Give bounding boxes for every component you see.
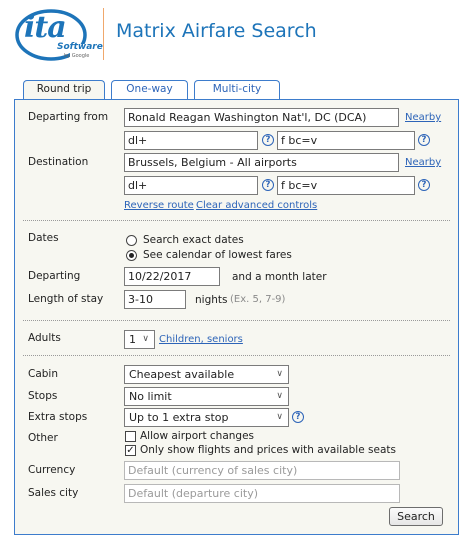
tab-one-way[interactable]: One-way [111, 80, 188, 99]
help-icon[interactable]: ? [418, 134, 430, 146]
chevron-down-icon: ∨ [276, 369, 283, 379]
radio-calendar-lowest-fares[interactable] [126, 250, 137, 261]
currency-label: Currency [28, 464, 76, 476]
section-divider [23, 320, 450, 321]
tab-round-trip[interactable]: Round trip [23, 80, 105, 100]
cabin-select[interactable] [124, 365, 289, 384]
departing-routing-input[interactable]: dl+ [124, 131, 258, 150]
departing-label: Departing [28, 270, 81, 282]
departing-date-suffix: and a month later [232, 271, 327, 283]
destination-input[interactable]: Brussels, Belgium - All airports [124, 153, 399, 172]
currency-input[interactable]: Default (currency of sales city) [124, 461, 400, 480]
only-available-seats-label: Only show flights and prices with available seats [140, 444, 396, 456]
search-form-panel [14, 99, 459, 535]
children-seniors-link[interactable]: Children, seniors [159, 334, 243, 345]
logo-sub-text: Software [57, 42, 103, 52]
tab-multi-city[interactable]: Multi-city [194, 80, 280, 99]
destination-routing-input[interactable]: dl+ [124, 176, 258, 195]
logo-main-text: ita [24, 10, 66, 45]
length-of-stay-label: Length of stay [28, 293, 104, 305]
cabin-label: Cabin [28, 368, 59, 380]
extra-stops-select[interactable] [124, 408, 289, 427]
reverse-route-link[interactable]: Reverse route [124, 200, 194, 211]
cabin-select-value: Cheapest available [129, 368, 235, 381]
page-title: Matrix Airfare Search [116, 20, 317, 42]
extra-stops-select-value: Up to 1 extra stop [129, 411, 229, 424]
departing-from-input[interactable]: Ronald Reagan Washington Nat'l, DC (DCA) [124, 108, 399, 127]
sales-city-input[interactable]: Default (departure city) [124, 484, 400, 503]
logo-by-text: by Google [64, 53, 90, 59]
checkbox-only-available-seats[interactable] [125, 445, 136, 456]
check-icon: ✓ [126, 445, 135, 456]
search-button[interactable]: Search [389, 507, 443, 526]
search-exact-dates-label: Search exact dates [143, 234, 244, 246]
section-divider [23, 355, 450, 356]
help-icon[interactable]: ? [262, 134, 274, 146]
destination-extension-input[interactable]: f bc=v [277, 176, 415, 195]
nights-label: nights [195, 294, 228, 306]
calendar-lowest-fares-label: See calendar of lowest fares [143, 249, 292, 261]
adults-label: Adults [28, 332, 61, 344]
destination-nearby-link[interactable]: Nearby [405, 157, 442, 168]
sales-city-label: Sales city [28, 487, 79, 499]
adults-select[interactable] [124, 330, 155, 349]
chevron-down-icon: ∨ [142, 334, 149, 344]
section-divider [23, 220, 450, 221]
help-icon[interactable]: ? [292, 411, 304, 423]
length-of-stay-input[interactable]: 3-10 [124, 290, 186, 309]
departing-date-input[interactable]: 10/22/2017 [124, 267, 220, 286]
departing-from-label: Departing from [28, 111, 109, 123]
length-of-stay-hint: (Ex. 5, 7-9) [230, 294, 286, 305]
dates-label: Dates [28, 232, 59, 244]
stops-select[interactable] [124, 387, 289, 406]
radio-search-exact-dates[interactable] [126, 235, 137, 246]
chevron-down-icon: ∨ [276, 391, 283, 401]
checkbox-allow-airport-changes[interactable] [125, 431, 136, 442]
departing-extension-input[interactable]: f bc=v [277, 131, 415, 150]
allow-airport-changes-label: Allow airport changes [140, 430, 255, 442]
adults-select-value: 1 [129, 333, 136, 346]
departing-nearby-link[interactable]: Nearby [405, 112, 442, 123]
other-label: Other [28, 432, 58, 444]
header-divider [103, 8, 104, 60]
extra-stops-label: Extra stops [28, 411, 88, 423]
help-icon[interactable]: ? [262, 179, 274, 191]
help-icon[interactable]: ? [418, 179, 430, 191]
stops-select-value: No limit [129, 390, 172, 403]
ita-software-logo [14, 8, 103, 62]
clear-advanced-controls-link[interactable]: Clear advanced controls [196, 200, 318, 211]
stops-label: Stops [28, 390, 58, 402]
destination-label: Destination [28, 156, 89, 168]
chevron-down-icon: ∨ [276, 412, 283, 422]
